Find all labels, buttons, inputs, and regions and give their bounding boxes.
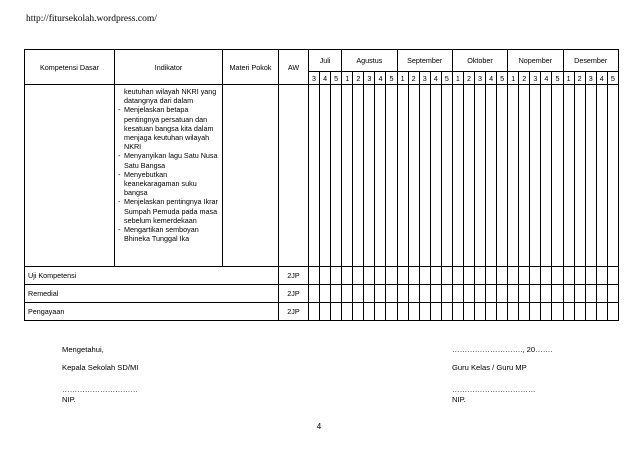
week-cell: [430, 267, 441, 285]
week-cell: [320, 85, 331, 267]
indicator-text: Menjelaskan pentingnya Ikrar Sumpah Pemuda pada masa sebelum kemerdekaan: [124, 197, 218, 225]
week-number: 5: [607, 72, 618, 85]
col-indikator-header: Indikator: [115, 50, 223, 85]
week-cell: [375, 285, 386, 303]
week-cell: [375, 303, 386, 321]
week-cell: [386, 285, 397, 303]
footer-left-title: Mengetahui,: [62, 345, 104, 354]
week-cell: [596, 285, 607, 303]
week-cell: [463, 285, 474, 303]
week-number: 3: [585, 72, 596, 85]
week-number: 3: [530, 72, 541, 85]
indicator-list: [118, 87, 220, 243]
week-cell: [353, 267, 364, 285]
week-cell: [519, 85, 530, 267]
week-cell: [364, 85, 375, 267]
week-cell: [353, 303, 364, 321]
week-cell: [386, 267, 397, 285]
indicator-item: [118, 197, 220, 225]
bullet-dash: -: [118, 105, 121, 115]
week-number: 2: [408, 72, 419, 85]
week-number: 1: [397, 72, 408, 85]
summary-label: Remedial: [25, 285, 279, 303]
month-header: Oktober: [452, 50, 507, 72]
bullet-dash: -: [118, 197, 121, 207]
summary-row: [25, 267, 619, 285]
week-number: 2: [463, 72, 474, 85]
week-cell: [607, 303, 618, 321]
week-cell: [331, 85, 342, 267]
summary-label: Pengayaan: [25, 303, 279, 321]
week-number: 4: [541, 72, 552, 85]
week-cell: [508, 85, 519, 267]
week-cell: [541, 285, 552, 303]
week-cell: [331, 303, 342, 321]
schedule-table: [24, 49, 619, 321]
week-cell: [541, 303, 552, 321]
week-cell: [441, 285, 452, 303]
footer-right-nip: NIP.: [452, 395, 466, 404]
week-cell: [331, 267, 342, 285]
week-cell: [530, 303, 541, 321]
week-number: 1: [508, 72, 519, 85]
week-cell: [320, 285, 331, 303]
page-number: 4: [316, 422, 322, 431]
week-number: 4: [596, 72, 607, 85]
week-cell: [342, 85, 353, 267]
indicator-item: [118, 170, 220, 198]
week-cell: [552, 267, 563, 285]
week-cell: [585, 267, 596, 285]
week-cell: [497, 285, 508, 303]
week-cell: [508, 267, 519, 285]
indicator-text: Mengartikan semboyan Bhineka Tunggal Ika: [124, 225, 199, 244]
indicator-text: Menyanyikan lagu Satu Nusa Satu Bangsa: [124, 151, 218, 170]
week-cell: [508, 303, 519, 321]
week-cell: [552, 285, 563, 303]
week-cell: [486, 285, 497, 303]
week-cell: [475, 267, 486, 285]
week-cell: [463, 267, 474, 285]
table-row-main: [25, 85, 619, 267]
week-number: 3: [309, 72, 320, 85]
header-url: http://fitursekolah.wordpress.com/: [26, 14, 157, 24]
week-cell: [364, 285, 375, 303]
week-cell: [441, 267, 452, 285]
week-cell: [519, 267, 530, 285]
week-cell: [419, 303, 430, 321]
week-cell: [519, 303, 530, 321]
kompetensi-cell: [25, 85, 115, 267]
week-cell: [563, 285, 574, 303]
footer-left-role: Kepala Sekolah SD/MI: [62, 363, 139, 372]
week-cell: [430, 285, 441, 303]
week-cell: [342, 303, 353, 321]
week-number: 2: [519, 72, 530, 85]
summary-aw: 2JP: [279, 285, 309, 303]
week-cell: [541, 267, 552, 285]
week-number: 1: [563, 72, 574, 85]
indicator-item: [118, 225, 220, 243]
week-cell: [574, 285, 585, 303]
week-cell: [574, 267, 585, 285]
bullet-dash: -: [118, 151, 121, 161]
week-cell: [530, 285, 541, 303]
indicator-item: [118, 87, 220, 105]
bullet-dash: -: [118, 169, 121, 179]
week-cell: [441, 303, 452, 321]
week-cell: [408, 285, 419, 303]
week-cell: [563, 85, 574, 267]
week-cell: [309, 285, 320, 303]
week-number: 1: [342, 72, 353, 85]
week-number: 4: [486, 72, 497, 85]
week-cell: [353, 85, 364, 267]
indicator-text: Menjelaskan betapa pentingnya persatuan dan kesatuan bangsa kita dalam menjaga keutuhan wilayah NKRI: [124, 105, 214, 152]
materi-cell: [223, 85, 279, 267]
indicator-item: [118, 105, 220, 151]
week-cell: [419, 85, 430, 267]
week-number: 5: [331, 72, 342, 85]
col-materi-header: Materi Pokok: [223, 50, 279, 85]
week-number: 3: [419, 72, 430, 85]
week-cell: [408, 303, 419, 321]
month-header: Nopember: [508, 50, 563, 72]
week-cell: [475, 285, 486, 303]
week-number: 4: [320, 72, 331, 85]
col-aw-header: AW: [279, 50, 309, 85]
week-cell: [386, 303, 397, 321]
week-cell: [452, 267, 463, 285]
week-cell: [331, 285, 342, 303]
week-cell: [342, 285, 353, 303]
summary-row: [25, 303, 619, 321]
week-cell: [364, 267, 375, 285]
week-cell: [530, 85, 541, 267]
bullet-dash: -: [118, 225, 121, 235]
footer-right-role: Guru Kelas / Guru MP: [452, 363, 527, 372]
summary-aw: 2JP: [279, 303, 309, 321]
week-cell: [508, 285, 519, 303]
week-cell: [552, 85, 563, 267]
week-cell: [353, 285, 364, 303]
week-cell: [441, 85, 452, 267]
week-cell: [574, 85, 585, 267]
week-cell: [596, 85, 607, 267]
week-cell: [530, 267, 541, 285]
footer-right-date: ………………………., 20…….: [452, 345, 553, 354]
summary-aw: 2JP: [279, 267, 309, 285]
week-cell: [541, 85, 552, 267]
week-cell: [463, 303, 474, 321]
week-cell: [475, 85, 486, 267]
week-cell: [309, 85, 320, 267]
week-number: 5: [386, 72, 397, 85]
week-cell: [486, 85, 497, 267]
week-number: 2: [353, 72, 364, 85]
week-cell: [419, 267, 430, 285]
week-cell: [497, 303, 508, 321]
week-cell: [497, 85, 508, 267]
week-cell: [419, 285, 430, 303]
week-cell: [397, 285, 408, 303]
week-number: 5: [552, 72, 563, 85]
aw-cell: [279, 85, 309, 267]
week-cell: [475, 303, 486, 321]
week-cell: [320, 267, 331, 285]
week-cell: [408, 267, 419, 285]
week-number: 2: [574, 72, 585, 85]
week-cell: [585, 303, 596, 321]
week-cell: [552, 303, 563, 321]
week-cell: [430, 85, 441, 267]
week-cell: [486, 267, 497, 285]
summary-label: Uji Kompetensi: [25, 267, 279, 285]
week-cell: [596, 267, 607, 285]
week-cell: [364, 303, 375, 321]
summary-row: [25, 285, 619, 303]
week-number: 4: [430, 72, 441, 85]
month-header: September: [397, 50, 452, 72]
week-cell: [463, 85, 474, 267]
week-cell: [408, 85, 419, 267]
month-header: Juli: [309, 50, 342, 72]
week-cell: [585, 85, 596, 267]
month-header: Agustus: [342, 50, 397, 72]
week-cell: [397, 303, 408, 321]
indikator-cell: [115, 85, 223, 267]
week-number: 1: [452, 72, 463, 85]
week-cell: [596, 303, 607, 321]
week-number: 4: [375, 72, 386, 85]
week-cell: [430, 303, 441, 321]
week-cell: [607, 285, 618, 303]
week-cell: [342, 267, 353, 285]
week-cell: [375, 85, 386, 267]
week-cell: [607, 85, 618, 267]
week-cell: [452, 85, 463, 267]
week-number: 3: [475, 72, 486, 85]
week-cell: [375, 267, 386, 285]
footer-left-dots: …………………………: [62, 385, 138, 394]
col-kompetensi-header: Kompetensi Dasar: [25, 50, 115, 85]
week-cell: [309, 267, 320, 285]
week-cell: [320, 303, 331, 321]
week-cell: [563, 303, 574, 321]
week-cell: [486, 303, 497, 321]
footer-left-nip: NIP.: [62, 395, 76, 404]
week-number: 5: [441, 72, 452, 85]
indicator-text: keutuhan wilayah NKRI yang datangnya dari dalam: [124, 87, 217, 106]
week-cell: [585, 285, 596, 303]
footer-right-dots: ……………………………: [452, 385, 536, 394]
month-header: Desember: [563, 50, 618, 72]
week-cell: [497, 267, 508, 285]
week-cell: [563, 267, 574, 285]
week-cell: [397, 267, 408, 285]
indicator-text: Menyebutkan keanekaragaman suku bangsa: [124, 169, 197, 198]
week-cell: [452, 285, 463, 303]
week-cell: [607, 267, 618, 285]
week-cell: [386, 85, 397, 267]
week-cell: [397, 85, 408, 267]
week-cell: [519, 285, 530, 303]
week-number: 3: [364, 72, 375, 85]
week-cell: [309, 303, 320, 321]
week-number: 5: [497, 72, 508, 85]
indicator-item: [118, 151, 220, 169]
week-cell: [574, 303, 585, 321]
week-cell: [452, 303, 463, 321]
